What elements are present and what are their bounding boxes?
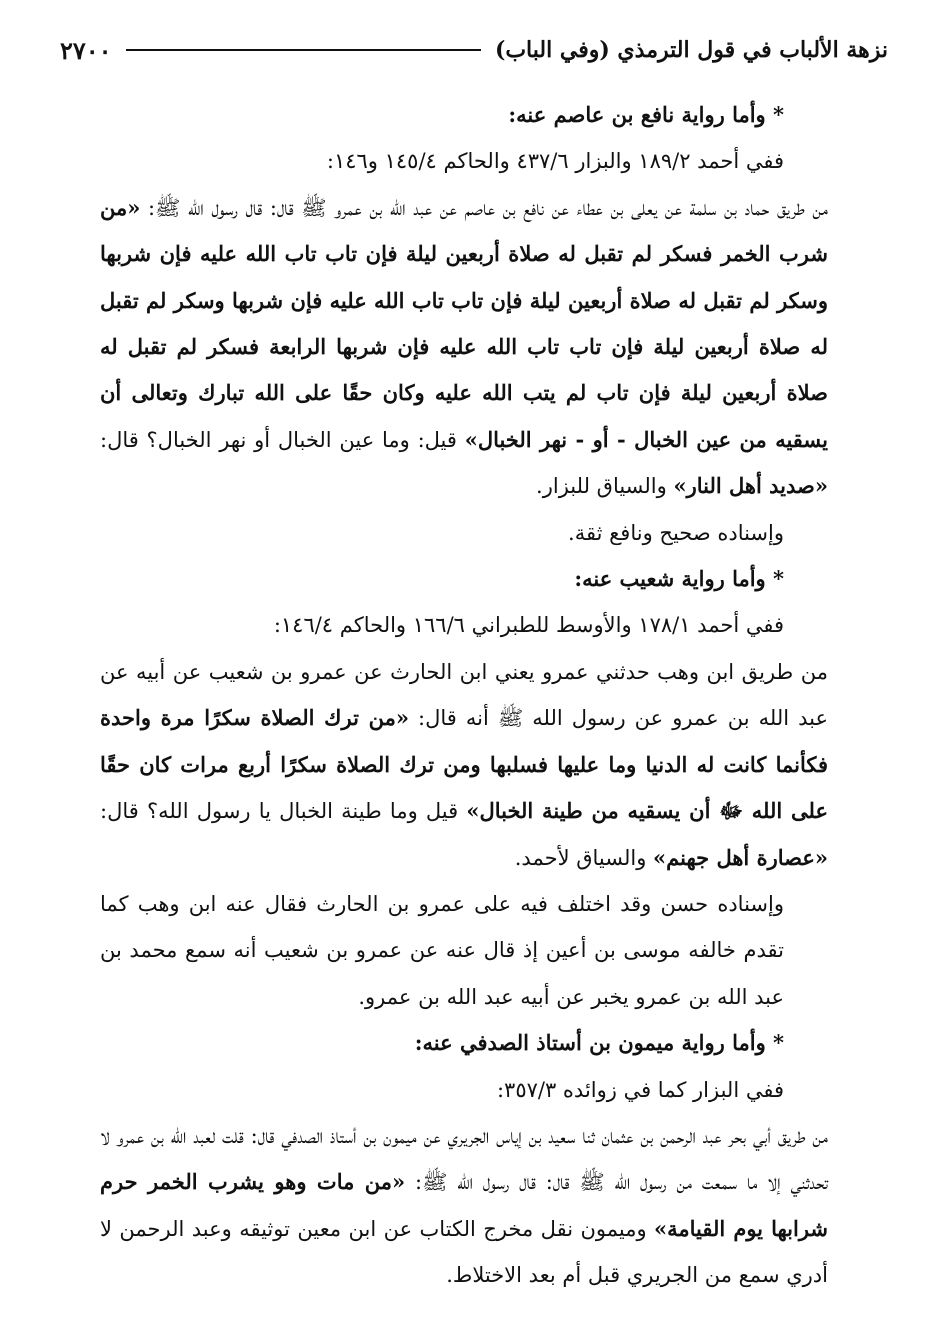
- hadith-quote: «من ترك الصلاة سكرًا مرة واحدة فكأنما كانت له الدنيا وما عليها فسلبها ومن ترك الصلاة سكرًا أربع مرات كان حقًا على الله ﷻ أن يسقيه من طينة الخبال»: [100, 705, 828, 824]
- page-header: [60, 30, 888, 70]
- closing-text: والسياق لأحمد.: [514, 845, 654, 870]
- page-body: [100, 92, 828, 1299]
- running-title: نزهة الألباب في قول الترمذي (وفي الباب): [494, 37, 888, 63]
- hadith-paragraph: [100, 1113, 828, 1299]
- connector-text: قيل: وما عين الخبال أو نهر الخبال؟ قال:: [100, 427, 465, 452]
- isnad-text: من طريق ابن وهب حدثني عمرو يعني ابن الحارث عن عمرو بن شعيب عن أبيه عن عبد الله بن عمرو عن رسول الله ﷺ أنه قال:: [100, 659, 828, 731]
- hadith-quote-answer: «عصارة أهل جهنم»: [653, 844, 828, 870]
- hadith-paragraph: [100, 649, 828, 881]
- hadith-quote-answer: «صديد أهل النار»: [673, 473, 828, 499]
- grading-note: وإسناده صحيح ونافع ثقة.: [568, 520, 784, 545]
- source-reference: ففي أحمد ١٧٨/١ والأوسط للطبراني ١٦٦/٦ والحاكم ١٤٦/٤:: [273, 613, 784, 638]
- grading-note: وإسناده حسن وقد اختلف فيه على عمرو بن الحارث فقال عنه ابن وهب كما تقدم خالفه موسى بن أعين إذ قال عنه عن عمرو بن شعيب أنه سمع محمد بن عبد الله بن عمرو يخبر عن أبيه عبد الله بن عمرو.: [100, 891, 784, 1009]
- closing-text: وميمون نقل مخرج الكتاب عن ابن معين توثيقه وعبد الرحمن لا أدري سمع من الجريري قبل أم بعد الاختلاط.: [100, 1216, 828, 1288]
- page-number: ٢٧٠٠: [60, 35, 112, 65]
- section-heading: * وأما رواية شعيب عنه:: [574, 566, 784, 592]
- section-heading: * وأما رواية ميمون بن أستاذ الصدفي عنه:: [414, 1030, 784, 1056]
- hadith-quote: «من مات وهو يشرب الخمر حرم شرابها يوم القيامة»: [100, 1169, 829, 1241]
- header-rule: [126, 49, 481, 51]
- source-reference: ففي البزار كما في زوائده ٣٥٧/٣:: [496, 1077, 784, 1102]
- connector-text: قيل وما طينة الخبال يا رسول الله؟ قال:: [100, 799, 467, 824]
- section-heading: * وأما رواية نافع بن عاصم عنه:: [508, 102, 784, 127]
- hadith-quote: «من شرب الخمر فسكر لم تقبل له صلاة أربعين ليلة فإن تاب تاب الله عليه فإن شربها وسكر لم تقبل له صلاة أربعين ليلة فإن تاب تاب الله عليه فإن شربها وسكر لم تقبل له صلاة أربعين ليلة فإن تاب تاب الله عليه فإن شربها الرابعة فسكر لم تقبل له صلاة أربعين ليلة فإن تاب لم يتب الله عليه وكان حقًا على الله تبارك وتعالى أن يسقيه من عين الخبال - أو - نهر الخبال»: [100, 194, 828, 452]
- hadith-paragraph: [100, 185, 828, 510]
- isnad-text: من طريق أبي بحر عبد الرحمن بن عثمان ثنا سعيد بن إياس الجريري عن ميمون بن أستاذ الصدفي قال: قلت لعبد الله بن عمرو لا تحدثني إلا ما سمعت من رسول الله ﷺ قال: قال رسول الله ﷺ:: [100, 1123, 828, 1195]
- isnad-text: من طريق حماد بن سلمة عن يعلى بن عطاء عن نافع بن عاصم عن عبد الله بن عمرو ﷺ قال: قال رسول الله ﷺ:: [140, 195, 828, 220]
- source-reference: ففي أحمد ١٨٩/٢ والبزار ٤٣٧/٦ والحاكم ١٤٥/٤ و١٤٦:: [326, 149, 784, 174]
- closing-text: والسياق للبزار.: [536, 474, 674, 499]
